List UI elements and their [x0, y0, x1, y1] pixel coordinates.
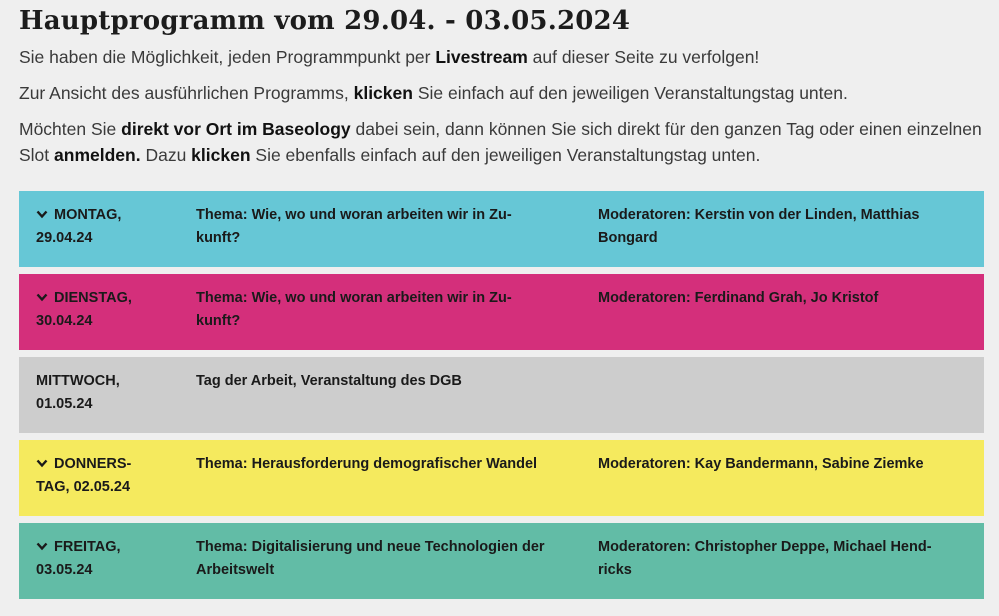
intro-paragraph-program: Zur Ansicht des ausführlichen Programms, klicken Sie einfach auf den jeweiligen Veranstaltungstag unten. [19, 83, 848, 103]
page-title: Hauptprogramm vom 29.04. - 03.05.2024 [19, 6, 631, 36]
day-theme: Thema: Herausforderung demografischer Wandel [196, 456, 538, 472]
day-moderators: Moderatoren: Kay Bandermann, Sabine Ziemke [598, 456, 924, 472]
day-label: MONTAG, 29.04.24 [36, 204, 186, 250]
day-theme: Thema: Wie, wo und woran arbeiten wir in Zu- kunft? [196, 290, 512, 329]
day-moderators: Moderatoren: Kerstin von der Linden, Matthias Bongard [598, 207, 920, 246]
program-day-list [19, 191, 984, 606]
chevron-down-icon [36, 536, 54, 559]
day-label: DIENSTAG, 30.04.24 [36, 287, 186, 333]
intro-text [19, 44, 984, 168]
day-row-friday[interactable] [19, 523, 984, 599]
day-row-wednesday [19, 357, 984, 433]
day-row-thursday[interactable] [19, 440, 984, 516]
chevron-down-icon [36, 204, 54, 227]
day-theme: Thema: Digitalisierung und neue Technologien der Arbeitswelt [196, 539, 545, 578]
day-theme: Tag der Arbeit, Veranstaltung des DGB [196, 373, 462, 389]
intro-paragraph-registration: Möchten Sie direkt vor Ort im Baseology dabei sein, dann können Sie sich direkt für den ganzen Tag oder einen einzelnen Slot anmelden. Dazu klicken Sie ebenfalls einfach auf den jeweiligen Veranstaltungstag unten. [19, 119, 982, 165]
day-label: MITTWOCH, 01.05.24 [36, 373, 120, 412]
day-label: DONNERS- TAG, 02.05.24 [36, 453, 186, 499]
intro-paragraph-livestream: Sie haben die Möglichkeit, jeden Programmpunkt per Livestream auf dieser Seite zu verfolgen! [19, 47, 760, 67]
day-moderators: Moderatoren: Christopher Deppe, Michael Hend- ricks [598, 539, 932, 578]
day-row-tuesday[interactable] [19, 274, 984, 350]
chevron-down-icon [36, 453, 54, 476]
day-theme: Thema: Wie, wo und woran arbeiten wir in Zu- kunft? [196, 207, 512, 246]
day-row-monday[interactable] [19, 191, 984, 267]
day-label: FREITAG, 03.05.24 [36, 536, 186, 582]
chevron-down-icon [36, 287, 54, 310]
day-moderators: Moderatoren: Ferdinand Grah, Jo Kristof [598, 290, 879, 306]
